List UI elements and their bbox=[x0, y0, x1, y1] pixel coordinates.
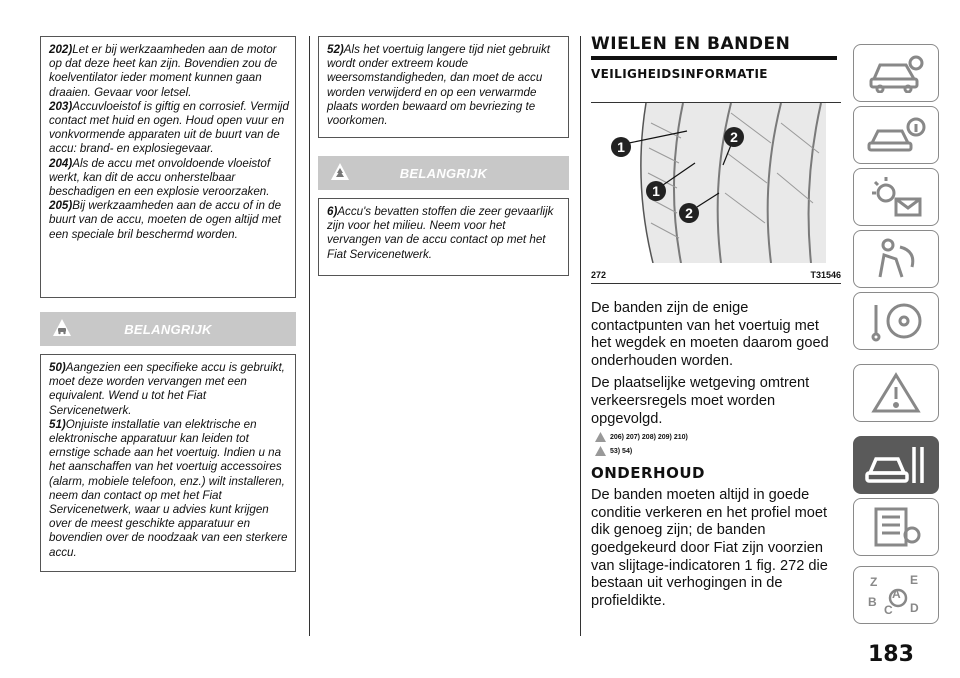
warning-box-2 bbox=[318, 36, 569, 138]
callout-label: 1 bbox=[617, 139, 625, 155]
chapter-tab[interactable] bbox=[853, 498, 939, 556]
note-number: 203) bbox=[49, 99, 73, 113]
important-box-2 bbox=[318, 198, 569, 276]
column-divider-1 bbox=[309, 36, 310, 636]
section-heading: WIELEN EN BANDEN bbox=[591, 34, 791, 54]
environment-icon bbox=[330, 162, 350, 182]
callout-label: 2 bbox=[685, 205, 693, 221]
important-label: BELANGRIJK bbox=[399, 165, 488, 181]
callout-label: 1 bbox=[652, 183, 660, 199]
important-band-1 bbox=[40, 312, 296, 346]
maintenance-heading: ONDERHOUD bbox=[591, 464, 705, 483]
note-item bbox=[49, 43, 289, 100]
note-number: 51) bbox=[49, 417, 66, 431]
note-text: Onjuiste installatie van elektrische en elektronische apparatuur kan leiden tot ernstige schade aan het voertuig. Indien u na het aanschaffen van het voertuig accessoires (alarm, mobiele telefoon, enz.) wilt installeren, neem dan contact op met het Fiat Servicenetwerk, waar u advies kunt krijgen over de meest geschikte apparatuur en bovendien over de noodzaak van een sterkere accu. bbox=[49, 417, 288, 559]
warning-lights-icon bbox=[866, 175, 926, 219]
page-number: 183 bbox=[868, 642, 914, 667]
car-warning-icon bbox=[52, 318, 72, 338]
paragraph-1: De banden zijn de enige contactpunten van het voertuig met het wegdek en moeten daarom goed onderhouden worden. bbox=[591, 300, 829, 369]
column-divider-2 bbox=[580, 36, 581, 636]
note-text: Accuvloeistof is giftig en corrosief. Vermijd contact met huid en ogen. Houd open vuur en vonkvormende apparaten uit de buurt van de accu: brand- en explosiegevaar. bbox=[49, 99, 289, 156]
emergency-triangle-icon bbox=[866, 371, 926, 415]
warning-references: 206) 207) 208) 209) 210) bbox=[595, 432, 841, 442]
chapter-tab[interactable] bbox=[853, 292, 939, 350]
column-2 bbox=[318, 36, 569, 276]
important-box-1 bbox=[40, 354, 296, 572]
note-item bbox=[327, 43, 562, 128]
car-info-icon bbox=[866, 115, 926, 155]
paragraph-3: De banden moeten altijd in goede conditie verkeren en het profiel moet dik genoeg zijn; de banden goedgekeurd door Fiat zijn voorzien van slijtage-indicatoren 1 fig. 272 die bestaan uit verhogingen in de profieldikte. bbox=[591, 487, 828, 609]
paragraph-2: De plaatselijke wetgeving omtrent verkeersregels moet worden opgevolgd. bbox=[591, 375, 810, 427]
safety-airbag-icon bbox=[866, 237, 926, 281]
car-dashboard-icon bbox=[866, 53, 926, 93]
note-number: 202) bbox=[49, 43, 73, 56]
svg-text:A: A bbox=[892, 587, 901, 601]
callout-label: 2 bbox=[730, 129, 738, 145]
important-label: BELANGRIJK bbox=[124, 321, 212, 337]
chapter-tab[interactable] bbox=[853, 106, 939, 164]
chapter-tab[interactable] bbox=[853, 566, 939, 624]
note-number: 6) bbox=[327, 205, 338, 218]
svg-text:B: B bbox=[868, 595, 877, 609]
steering-key-icon bbox=[866, 299, 926, 343]
warning-box-1 bbox=[40, 36, 296, 298]
note-item bbox=[49, 361, 289, 418]
chapter-tab-active[interactable] bbox=[853, 436, 939, 494]
chapter-tab[interactable] bbox=[853, 168, 939, 226]
note-text: Als de accu met onvoldoende vloeistof werkt, kan dit de accu onherstelbaar beschadigen en een explosie veroorzaken. bbox=[49, 156, 271, 199]
note-item bbox=[49, 199, 289, 242]
note-references: 53) 54) bbox=[595, 446, 841, 456]
warning-triangle-icon bbox=[595, 432, 606, 442]
figure bbox=[591, 102, 841, 284]
column-1 bbox=[40, 36, 296, 572]
note-text: Aangezien een specifieke accu is gebruikt, moet deze worden vervangen met een equivalent. Wend u tot het Fiat Servicenetwerk. bbox=[49, 361, 285, 417]
note-number: 50) bbox=[49, 361, 66, 374]
note-number: 205) bbox=[49, 199, 73, 213]
note-text: Accu's bevatten stoffen die zeer gevaarlijk zijn voor het milieu. Neem voor het vervangen van de accu contact op met het Fiat Servicenetwerk. bbox=[327, 205, 554, 261]
svg-text:D: D bbox=[910, 601, 919, 615]
note-text: Bij werkzaamheden aan de accu of in de buurt van de accu, moeten de ogen altijd met een speciale bril beschermd worden. bbox=[49, 199, 282, 241]
note-text: Let er bij werkzaamheden aan de motor op dat deze heet kan zijn. Bovendien zou de koelventilator ieder moment kunnen gaan draaien. Gevaar voor letsel. bbox=[49, 43, 278, 99]
figure-caption bbox=[591, 268, 841, 283]
note-number: 52) bbox=[327, 43, 344, 56]
important-band-2 bbox=[318, 156, 569, 190]
note-item bbox=[49, 100, 289, 157]
svg-text:C: C bbox=[884, 603, 893, 617]
note-text: Als het voertuig langere tijd niet gebruikt wordt onder extreem koude weersomstandigheden, dan moet de accu worden verwijderd en op een verwarmde plaats worden bewaard om bevriezing te voorkomen. bbox=[327, 43, 550, 128]
note-item bbox=[327, 205, 562, 262]
index-search-icon bbox=[864, 572, 928, 618]
column-3 bbox=[591, 34, 841, 610]
note-triangle-icon bbox=[595, 446, 606, 456]
figure-bottom-rule bbox=[591, 283, 841, 284]
note-number: 204) bbox=[49, 156, 73, 170]
heading-underline bbox=[591, 56, 837, 60]
note-item bbox=[49, 157, 289, 200]
chapter-tab[interactable] bbox=[853, 364, 939, 422]
figure-code: T31546 bbox=[810, 270, 841, 280]
svg-text:Z: Z bbox=[870, 575, 878, 589]
technical-data-icon bbox=[866, 505, 926, 549]
chapter-tab[interactable] bbox=[853, 44, 939, 102]
car-maintenance-icon bbox=[864, 443, 928, 487]
figure-number: 272 bbox=[591, 270, 607, 280]
svg-text:E: E bbox=[910, 573, 919, 587]
note-item bbox=[49, 418, 289, 560]
tire-tread-illustration bbox=[591, 103, 841, 263]
section-subheading: VEILIGHEIDSINFORMATIE bbox=[591, 67, 768, 81]
chapter-tab[interactable] bbox=[853, 230, 939, 288]
